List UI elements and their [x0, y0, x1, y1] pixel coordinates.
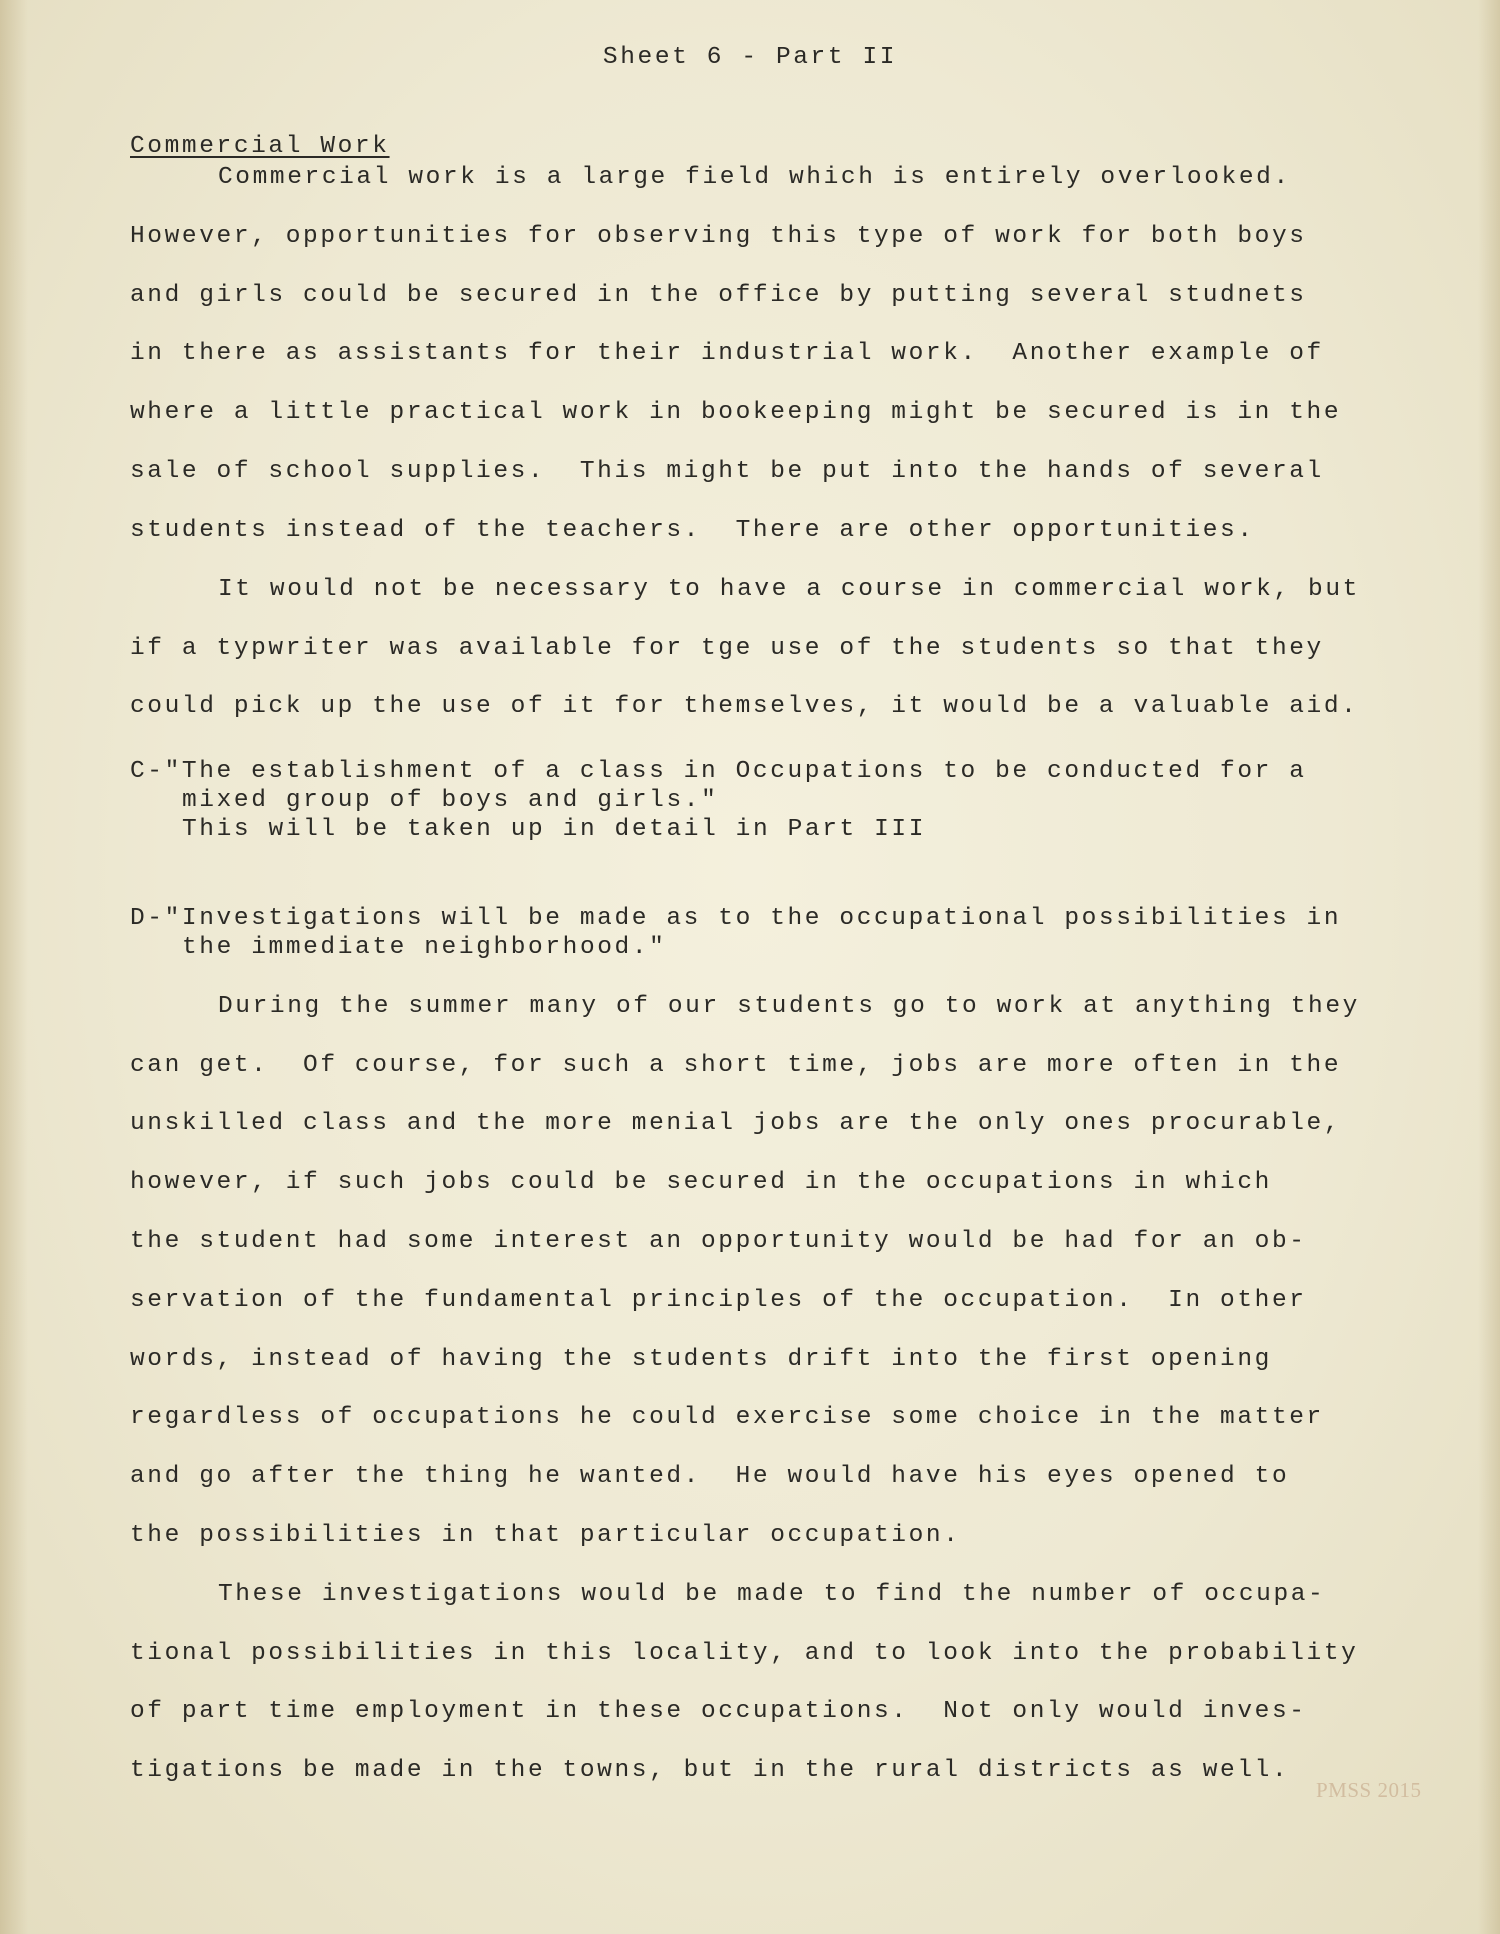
text-line: servation of the fundamental principles of the occupation. In other [130, 1287, 1307, 1314]
text-line: words, instead of having the students drift into the first opening [130, 1346, 1272, 1373]
section-heading: Commercial Work [130, 133, 390, 160]
text-line: where a little practical work in bookeeping might be secured is in the [130, 399, 1342, 426]
text-line: could pick up the use of it for themselves, it would be a valuable aid. [130, 693, 1359, 720]
text-line: During the summer many of our students go to work at anything they [218, 993, 1360, 1020]
text-line: students instead of the teachers. There are other opportunities. [130, 517, 1255, 544]
text-line: the possibilities in that particular occupation. [130, 1522, 961, 1549]
text-line: the student had some interest an opportunity would be had for an ob- [130, 1228, 1307, 1255]
text-line: These investigations would be made to find the number of occupa- [218, 1581, 1326, 1608]
text-line: tigations be made in the towns, but in the rural districts as well. [130, 1757, 1290, 1784]
text-line: and girls could be secured in the office by putting several studnets [130, 282, 1307, 309]
text-line: sale of school supplies. This might be put into the hands of several [130, 458, 1324, 485]
page-title: Sheet 6 - Part II [602, 44, 898, 71]
list-item-d: D-"Investigations will be made as to the occupational possibilities in [130, 905, 1342, 932]
list-item-d-continued: the immediate neighborhood." [182, 934, 667, 961]
text-line: if a typwriter was available for tge use of the students so that they [130, 635, 1324, 662]
text-line: unskilled class and the more menial jobs are the only ones procurable, [130, 1110, 1342, 1137]
text-line: in there as assistants for their industrial work. Another example of [130, 340, 1324, 367]
list-item-c-continued: mixed group of boys and girls." [182, 787, 719, 814]
text-line: and go after the thing he wanted. He would have his eyes opened to [130, 1463, 1290, 1490]
text-line: however, if such jobs could be secured in the occupations in which [130, 1169, 1272, 1196]
text-line: can get. Of course, for such a short time, jobs are more often in the [130, 1052, 1342, 1079]
paper-edge-left [0, 0, 28, 1934]
text-line: tional possibilities in this locality, and to look into the probability [130, 1640, 1359, 1667]
text-line: However, opportunities for observing this type of work for both boys [130, 223, 1307, 250]
text-line: of part time employment in these occupations. Not only would inves- [130, 1698, 1307, 1725]
paper-edge-right [1478, 0, 1500, 1934]
list-item-c-note: This will be taken up in detail in Part III [182, 816, 927, 843]
archive-watermark: PMSS 2015 [1316, 1778, 1422, 1802]
text-line: regardless of occupations he could exercise some choice in the matter [130, 1404, 1324, 1431]
text-line: It would not be necessary to have a course in commercial work, but [218, 576, 1360, 603]
text-line: Commercial work is a large field which is entirely overlooked. [218, 164, 1291, 191]
list-item-c: C-"The establishment of a class in Occupations to be conducted for a [130, 758, 1307, 785]
